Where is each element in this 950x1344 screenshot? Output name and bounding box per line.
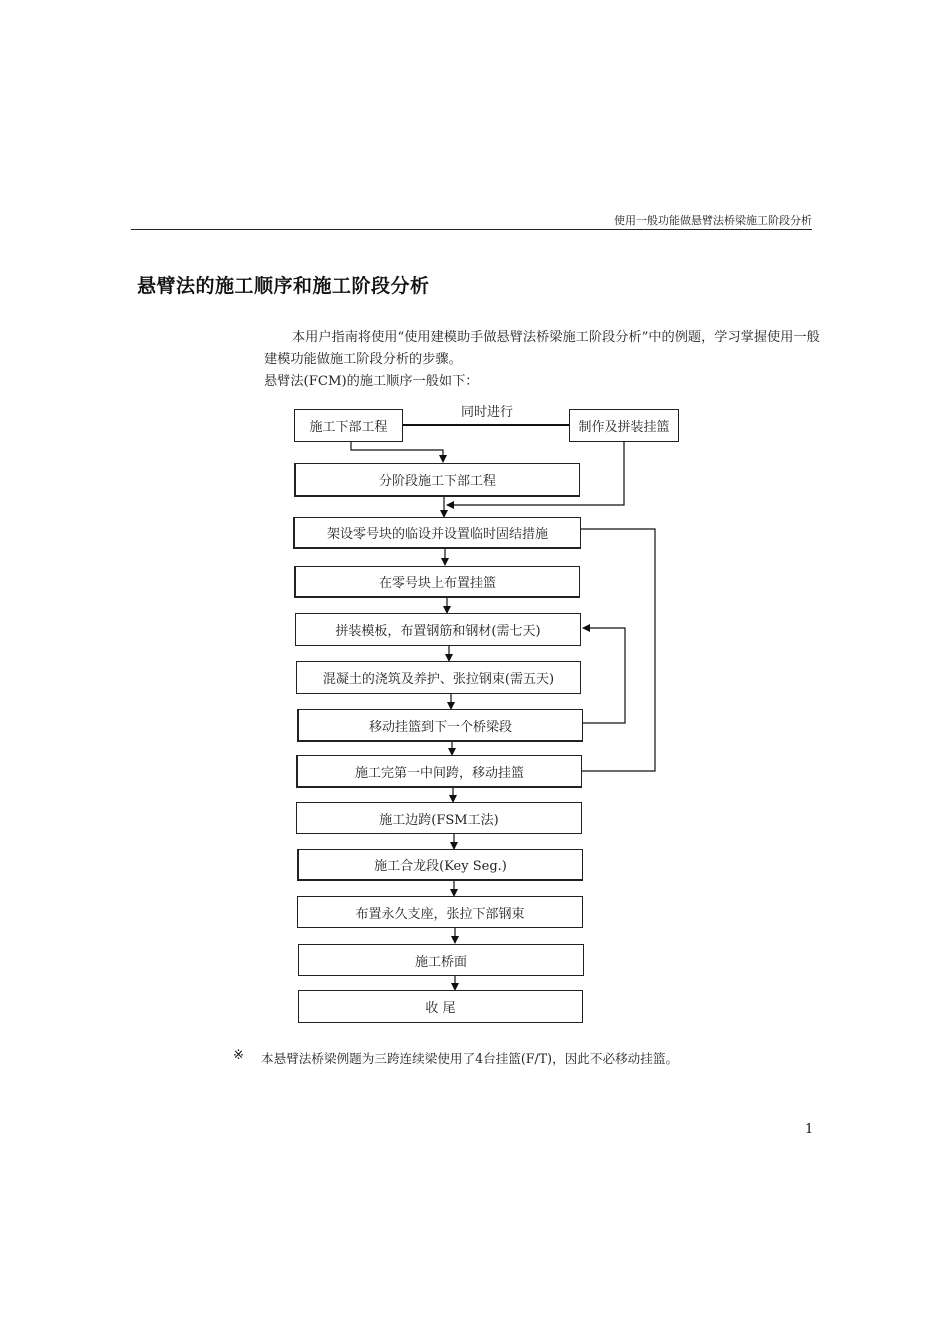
sequence-intro: 悬臂法(FCM)的施工顺序一般如下： xyxy=(264,374,479,389)
loop-line-first-span xyxy=(581,529,655,771)
flow-step-3: 在零号块上布置挂篮 xyxy=(294,566,580,598)
flow-start-left-box: 施工下部工程 xyxy=(294,409,403,442)
parallel-label: 同时进行 xyxy=(461,405,514,420)
flow-step-8: 施工边跨(FSM工法) xyxy=(296,802,582,834)
loop-arrow-repeat-segment xyxy=(583,628,625,723)
flow-step-7: 施工完第一中间跨，移动挂篮 xyxy=(296,755,582,788)
flow-step-1: 分阶段施工下部工程 xyxy=(294,463,580,497)
footnote-mark: ※ xyxy=(233,1048,244,1063)
intro-paragraph: 本用户指南将使用“使用建模助手做悬臂法桥梁施工阶段分析”中的例题，学习掌握使用一般建模功能做施工阶段分析的步骤。 xyxy=(264,330,820,367)
flow-step-2: 架设零号块的临设并设置临时固结措施 xyxy=(293,517,581,549)
footnote-text: 本悬臂法桥梁例题为三跨连续梁使用了4台挂篮(F/T)，因此不必移动挂篮。 xyxy=(261,1051,679,1066)
flow-step-11: 施工桥面 xyxy=(298,944,584,976)
flow-step-12: 收 尾 xyxy=(298,990,583,1023)
arrow-start-to-step1 xyxy=(351,442,443,462)
flow-step-4: 拼装模板，布置钢筋和钢材(需七天) xyxy=(295,613,581,646)
flow-step-5: 混凝土的浇筑及养护、张拉钢束(需五天) xyxy=(296,661,581,694)
running-header: 使用一般功能做悬臂法桥梁施工阶段分析 xyxy=(614,214,812,227)
page-number: 1 xyxy=(805,1122,814,1137)
section-title: 悬臂法的施工顺序和施工阶段分析 xyxy=(137,275,430,297)
flow-step-10: 布置永久支座，张拉下部钢束 xyxy=(297,896,583,928)
flow-start-right-box: 制作及拼装挂篮 xyxy=(569,409,679,442)
flow-step-6: 移动挂篮到下一个桥梁段 xyxy=(297,709,583,742)
flow-step-9: 施工合龙段(Key Seg.) xyxy=(297,849,583,881)
